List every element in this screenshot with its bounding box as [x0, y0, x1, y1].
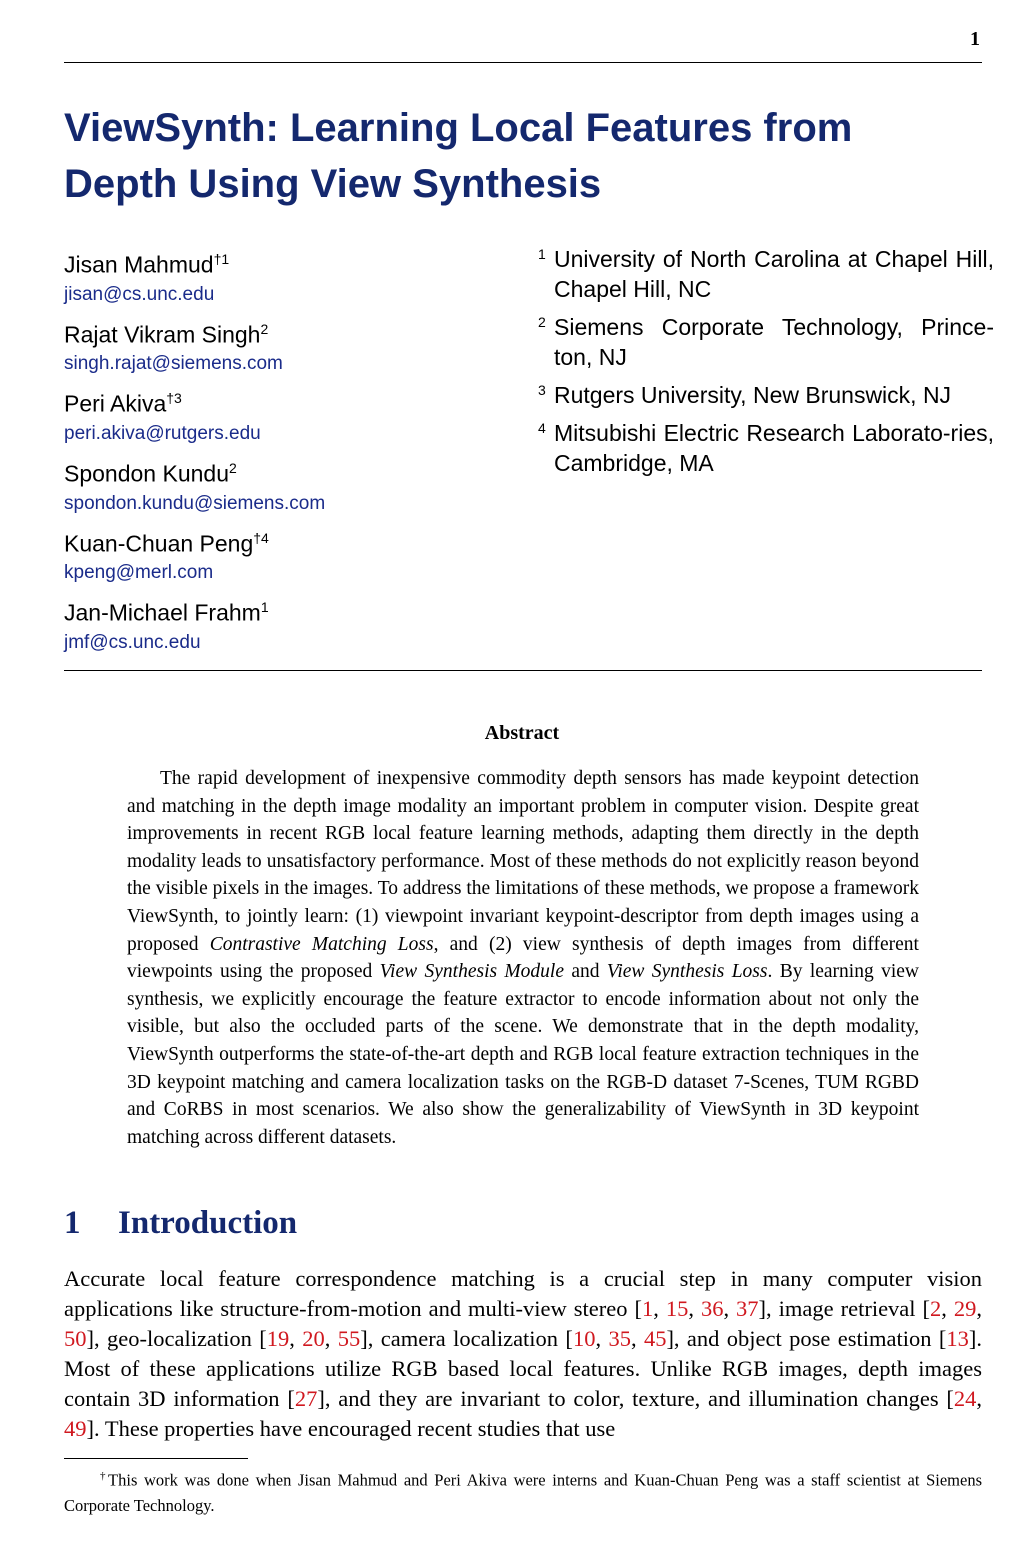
affiliation-number: 1 — [538, 246, 546, 262]
title-line-2: Depth Using View Synthesis — [64, 162, 602, 206]
affiliation-text: University of North Carolina at Chapel Hill, Chapel Hill, NC — [554, 246, 994, 302]
affiliation-entry — [538, 244, 994, 304]
author-affil-mark: 1 — [260, 599, 269, 616]
intro-text: , — [595, 1326, 609, 1351]
citation-link[interactable]: 37 — [736, 1296, 759, 1321]
intro-text: ], camera localization [ — [360, 1326, 573, 1351]
citation-link[interactable]: 55 — [337, 1326, 361, 1351]
citation-link[interactable]: 35 — [608, 1326, 631, 1351]
abstract-body — [127, 765, 919, 1151]
abstract-emphasis: View Synthesis Loss — [606, 961, 768, 983]
intro-text: , — [976, 1386, 982, 1411]
author-name: Spondon Kundu — [64, 460, 229, 487]
author-entry — [64, 314, 504, 380]
author-email[interactable]: spondon.kundu@siemens.com — [64, 492, 326, 514]
intro-text: ], image retrieval [ — [758, 1296, 931, 1321]
citation-link[interactable]: 20 — [302, 1326, 325, 1351]
section-heading — [64, 1205, 297, 1242]
citation-link[interactable]: 19 — [266, 1326, 290, 1351]
author-affil-mark: †1 — [213, 251, 230, 267]
citation-link[interactable]: 29 — [953, 1296, 977, 1321]
title-block-rule — [64, 670, 982, 671]
citation-link[interactable]: 1 — [641, 1296, 654, 1321]
citation-link[interactable]: 15 — [665, 1296, 689, 1321]
page-number: 1 — [970, 28, 980, 50]
intro-text: , — [976, 1296, 983, 1321]
intro-text: Accurate local feature correspondence matching is a crucial step in many computer vision applications like structure-from-motion and multi-view stereo [ — [64, 1266, 982, 1321]
intro-text: , — [630, 1326, 644, 1351]
affiliation-text: Mitsubishi Electric Research Laborato-ries, Cambridge, MA — [554, 420, 994, 476]
author-name: Kuan-Chuan Peng — [64, 530, 254, 557]
citation-link[interactable]: 27 — [294, 1386, 318, 1411]
affiliation-entry — [538, 418, 994, 478]
affiliation-entry — [538, 312, 994, 372]
abstract-emphasis: Contrastive Matching Loss — [209, 933, 434, 955]
affiliation-list — [538, 244, 994, 486]
intro-text: , — [289, 1326, 303, 1351]
header-rule — [64, 62, 982, 63]
citation-link[interactable]: 50 — [64, 1326, 87, 1351]
author-affil-mark: 2 — [260, 320, 269, 337]
intro-text: , — [688, 1296, 701, 1321]
author-affil-mark: †3 — [166, 390, 182, 407]
author-entry — [64, 244, 504, 310]
affiliation-text: Rutgers University, New Brunswick, NJ — [554, 382, 952, 408]
footnote-text: This work was done when Jisan Mahmud and Peri Akiva were interns and Kuan-Chuan Peng was a staff scientist at Siemens Corporate Technology. — [64, 1470, 983, 1515]
author-email[interactable]: jmf@cs.unc.edu — [64, 631, 201, 653]
affiliation-number: 4 — [538, 420, 546, 436]
author-list — [64, 244, 504, 662]
intro-text: ], geo-localization [ — [86, 1326, 267, 1351]
intro-text: , — [723, 1296, 737, 1321]
abstract-text: , and (2) view synthesis of depth images from different viewpoints using the proposed — [127, 933, 919, 983]
author-name: Jisan Mahmud — [64, 251, 214, 278]
citation-link[interactable]: 24 — [953, 1386, 977, 1411]
author-affil-mark: †4 — [253, 529, 269, 546]
citation-link[interactable]: 2 — [930, 1296, 942, 1321]
intro-paragraph — [64, 1264, 982, 1444]
author-name: Peri Akiva — [64, 390, 167, 417]
author-affil-mark: 2 — [229, 459, 237, 476]
intro-text: ]. These properties have encouraged recent studies that use — [86, 1416, 616, 1441]
title-line-1: ViewSynth: Learning Local Features from — [64, 106, 853, 150]
citation-link[interactable]: 45 — [643, 1326, 667, 1351]
footnote-mark: † — [100, 1470, 109, 1482]
author-email[interactable]: peri.akiva@rutgers.edu — [64, 422, 261, 444]
author-entry — [64, 592, 504, 658]
abstract-emphasis: View Synthesis Module — [379, 961, 564, 983]
citation-link[interactable]: 10 — [572, 1326, 596, 1351]
affiliation-entry — [538, 380, 994, 410]
paper-title — [64, 100, 964, 212]
author-entry — [64, 453, 504, 519]
intro-text: ], and they are invariant to color, texture, and illumination changes [ — [317, 1386, 954, 1411]
intro-text: , — [324, 1326, 338, 1351]
section-title: Introduction — [118, 1205, 298, 1241]
abstract-text: . By learning view synthesis, we explicitly encourage the feature extractor to encode information about not only the visible, but also the occluded parts of the scene. We demonstrate that in the depth modality, ViewSynth outperforms the state-of-the-art depth and RGB local feature extraction techniques in the 3D keypoint matching and camera localization tasks on the RGB-D dataset 7-Scenes, TUM RGBD and CoRBS in most scenarios. We also show the generalizability of ViewSynth in 3D keypoint matching across different datasets. — [127, 961, 919, 1148]
abstract-text: and — [564, 961, 607, 983]
intro-text: , — [941, 1296, 954, 1321]
author-email[interactable]: kpeng@merl.com — [64, 562, 214, 584]
footnote-rule — [64, 1458, 248, 1459]
section-number: 1 — [64, 1205, 81, 1241]
affiliation-number: 3 — [538, 382, 546, 398]
abstract-heading: Abstract — [484, 722, 560, 744]
author-name: Jan-Michael Frahm — [64, 599, 261, 626]
author-email[interactable]: singh.rajat@siemens.com — [64, 353, 283, 375]
affiliation-text: Siemens Corporate Technology, Prince-ton, NJ — [554, 314, 994, 370]
author-name: Rajat Vikram Singh — [64, 321, 261, 348]
affiliation-number: 2 — [538, 314, 546, 330]
intro-text: , — [653, 1296, 666, 1321]
intro-text: ]. Most of these applications utilize RGB based local features. Unlike RGB images, depth images contain 3D information [ — [64, 1326, 982, 1411]
author-entry — [64, 523, 504, 589]
citation-link[interactable]: 36 — [700, 1296, 724, 1321]
abstract-text: The rapid development of inexpensive commodity depth sensors has made keypoint detection and matching in the depth image modality an important problem in computer vision. Despite great improvements in recent RGB local feature learning methods, adapting them directly in the depth modality leads to unsatisfactory performance. Most of these methods do not explicitly reason beyond the visible pixels in the images. To address the limitations of these methods, we propose a framework ViewSynth, to jointly learn: (1) viewpoint invariant keypoint-descriptor from depth images using a proposed — [127, 768, 919, 955]
citation-link[interactable]: 13 — [946, 1326, 969, 1351]
footnote — [64, 1464, 982, 1518]
author-entry — [64, 383, 504, 449]
intro-text: ], and object pose estimation [ — [666, 1326, 947, 1351]
author-email[interactable]: jisan@cs.unc.edu — [64, 283, 215, 305]
citation-link[interactable]: 49 — [64, 1416, 87, 1441]
